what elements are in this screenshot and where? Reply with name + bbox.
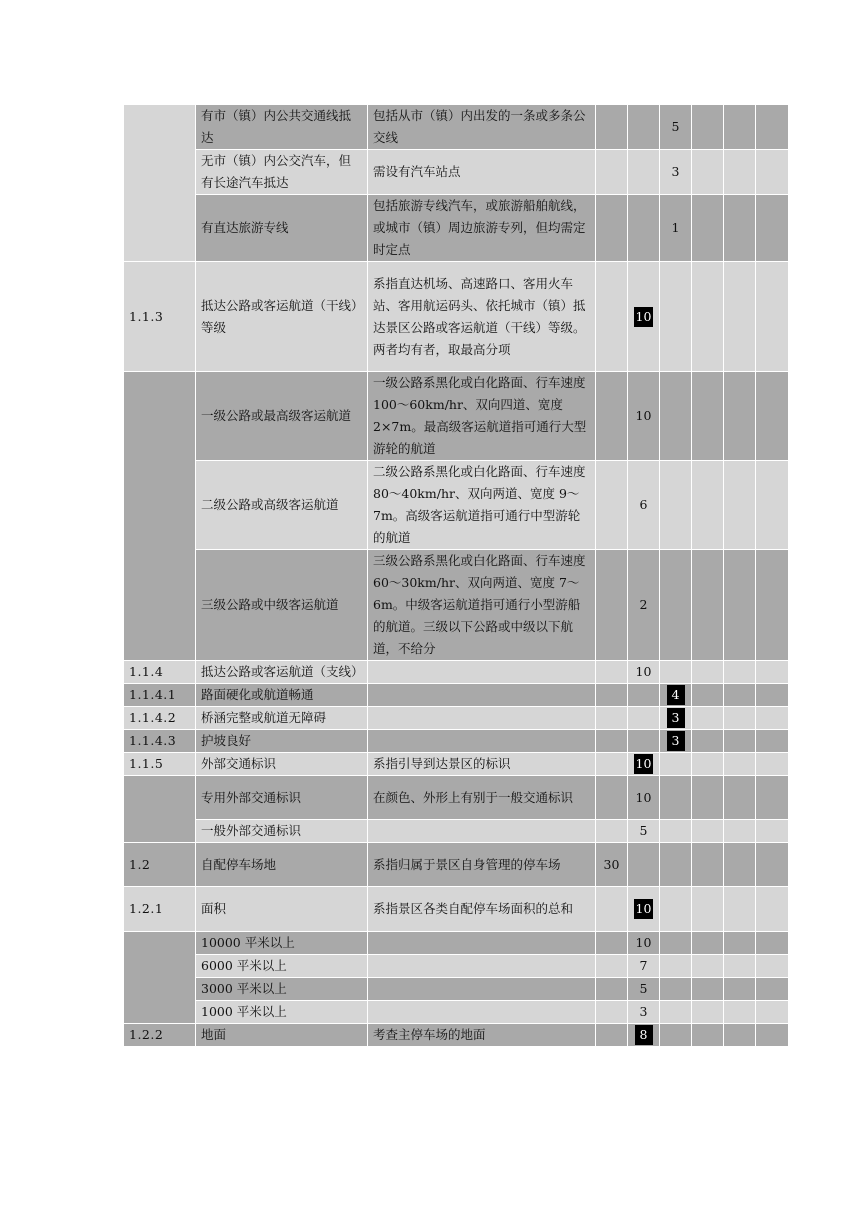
score-highlight: 10 [634,754,654,774]
empty-cell [724,372,756,461]
item-description: 考查主停车场的地面 [368,1024,596,1047]
empty-cell [724,684,756,707]
table-row [124,550,789,661]
item-name: 有直达旅游专线 [196,195,368,262]
row-id: 1.1.4.1 [124,684,196,707]
table-row [124,843,789,887]
item-description: 包括旅游专线汽车，或旅游船舶航线，或城市（镇）周边旅游专列，但均需定时定点 [368,195,596,262]
table-row [124,150,789,195]
sub-score [660,372,692,461]
sub-score [660,978,692,1001]
sub-score: 3 [660,150,692,195]
sub-score [660,550,692,661]
item-score [628,753,660,776]
empty-cell [756,372,789,461]
table-row [124,776,789,820]
row-id: 1.1.4.3 [124,730,196,753]
empty-cell [756,820,789,843]
table-row [124,820,789,843]
empty-cell [692,978,724,1001]
row-id: 1.1.4.2 [124,707,196,730]
empty-cell [756,105,789,150]
total-score [596,195,628,262]
item-score: 10 [628,661,660,684]
item-name: 桥涵完整或航道无障碍 [196,707,368,730]
item-name: 地面 [196,1024,368,1047]
item-description [368,661,596,684]
table-row [124,753,789,776]
item-description: 系指直达机场、高速路口、客用火车站、客用航运码头、依托城市（镇）抵达景区公路或客运航道（干线）等级。 两者均有者，取最高分项 [368,262,596,372]
total-score [596,105,628,150]
sub-score [660,887,692,932]
item-name: 护坡良好 [196,730,368,753]
empty-cell [692,195,724,262]
sub-score [660,820,692,843]
empty-cell [756,150,789,195]
item-description [368,1001,596,1024]
total-score [596,776,628,820]
item-name: 有市（镇）内公共交通线抵达 [196,105,368,150]
empty-cell [724,730,756,753]
item-name: 6000 平米以上 [196,955,368,978]
row-id [124,932,196,1024]
item-score: 2 [628,550,660,661]
item-description [368,707,596,730]
table-row [124,461,789,550]
item-name: 外部交通标识 [196,753,368,776]
total-score [596,461,628,550]
item-score: 5 [628,978,660,1001]
empty-cell [692,730,724,753]
empty-cell [756,887,789,932]
score-table [123,104,789,1047]
item-score: 10 [628,372,660,461]
total-score [596,887,628,932]
sub-score [660,1024,692,1047]
item-score [628,1024,660,1047]
empty-cell [724,195,756,262]
item-name: 抵达公路或客运航道（干线）等级 [196,262,368,372]
item-name: 二级公路或高级客运航道 [196,461,368,550]
item-name: 一级公路或最高级客运航道 [196,372,368,461]
score-highlight: 4 [667,685,685,705]
item-name: 1000 平米以上 [196,1001,368,1024]
sub-score [660,843,692,887]
empty-cell [724,932,756,955]
sub-score [660,955,692,978]
table-row [124,955,789,978]
empty-cell [756,262,789,372]
item-name: 一般外部交通标识 [196,820,368,843]
empty-cell [756,661,789,684]
item-description [368,820,596,843]
item-score: 5 [628,820,660,843]
score-highlight: 10 [634,307,654,327]
item-score [628,105,660,150]
row-id: 1.2.2 [124,1024,196,1047]
total-score [596,661,628,684]
empty-cell [692,932,724,955]
empty-cell [692,843,724,887]
sub-score [660,262,692,372]
item-description: 一级公路系黑化或白化路面、行车速度 100～60km/hr、双向四道、宽度 2×7m。最高级客运航道指可通行大型游轮的航道 [368,372,596,461]
empty-cell [692,372,724,461]
item-score: 3 [628,1001,660,1024]
sub-score [660,684,692,707]
item-score [628,195,660,262]
empty-cell [756,707,789,730]
sub-score [660,707,692,730]
empty-cell [692,776,724,820]
total-score [596,150,628,195]
empty-cell [724,1001,756,1024]
table-row [124,372,789,461]
item-description: 三级公路系黑化或白化路面、行车速度 60～30km/hr、双向两道、宽度 7～6m。中级客运航道指可通行小型游船的航道。三级以下公路或中级以下航道，不给分 [368,550,596,661]
empty-cell [724,262,756,372]
item-name: 10000 平米以上 [196,932,368,955]
item-description: 在颜色、外形上有别于一般交通标识 [368,776,596,820]
table-row [124,707,789,730]
empty-cell [692,753,724,776]
item-name: 3000 平米以上 [196,978,368,1001]
sub-score [660,661,692,684]
item-description [368,932,596,955]
table-row [124,1024,789,1047]
table-row [124,105,789,150]
item-description [368,730,596,753]
empty-cell [724,150,756,195]
item-score [628,684,660,707]
item-description: 二级公路系黑化或白化路面、行车速度 80～40km/hr、双向两道、宽度 9～7m。高级客运航道指可通行中型游轮的航道 [368,461,596,550]
item-name: 自配停车场地 [196,843,368,887]
score-highlight: 3 [667,731,685,751]
sub-score [660,932,692,955]
sub-score [660,730,692,753]
table-row [124,887,789,932]
item-name: 路面硬化或航道畅通 [196,684,368,707]
total-score [596,707,628,730]
item-score [628,262,660,372]
table-row [124,195,789,262]
table-row [124,932,789,955]
total-score [596,262,628,372]
score-highlight: 8 [635,1025,653,1045]
total-score [596,1024,628,1047]
empty-cell [724,707,756,730]
row-id: 1.1.5 [124,753,196,776]
item-description [368,955,596,978]
row-id: 1.2.1 [124,887,196,932]
table-row [124,1001,789,1024]
total-score [596,753,628,776]
empty-cell [692,1001,724,1024]
item-name: 专用外部交通标识 [196,776,368,820]
total-score [596,372,628,461]
empty-cell [692,820,724,843]
total-score [596,955,628,978]
empty-cell [692,150,724,195]
item-description [368,978,596,1001]
empty-cell [756,843,789,887]
sub-score [660,461,692,550]
empty-cell [724,776,756,820]
item-description [368,684,596,707]
empty-cell [692,461,724,550]
empty-cell [756,1024,789,1047]
total-score [596,932,628,955]
item-description: 需设有汽车站点 [368,150,596,195]
sub-score [660,1001,692,1024]
empty-cell [692,105,724,150]
total-score [596,684,628,707]
row-id [124,105,196,262]
empty-cell [692,684,724,707]
item-score [628,843,660,887]
row-id: 1.1.4 [124,661,196,684]
table-row [124,978,789,1001]
row-id [124,776,196,843]
item-name: 无市（镇）内公交汽车，但有长途汽车抵达 [196,150,368,195]
sub-score [660,776,692,820]
empty-cell [692,955,724,978]
item-description: 系指归属于景区自身管理的停车场 [368,843,596,887]
sub-score [660,753,692,776]
table-row [124,661,789,684]
empty-cell [724,978,756,1001]
row-id: 1.1.3 [124,262,196,372]
table-row [124,684,789,707]
empty-cell [756,776,789,820]
empty-cell [756,195,789,262]
item-description: 包括从市（镇）内出发的一条或多条公交线 [368,105,596,150]
item-score: 10 [628,776,660,820]
empty-cell [756,932,789,955]
empty-cell [724,1024,756,1047]
item-name: 抵达公路或客运航道（支线） [196,661,368,684]
item-score: 6 [628,461,660,550]
item-description: 系指引导到达景区的标识 [368,753,596,776]
empty-cell [756,753,789,776]
empty-cell [724,550,756,661]
empty-cell [692,887,724,932]
empty-cell [692,661,724,684]
empty-cell [724,843,756,887]
empty-cell [692,707,724,730]
item-score [628,730,660,753]
empty-cell [756,730,789,753]
total-score: 30 [596,843,628,887]
empty-cell [756,955,789,978]
item-score [628,887,660,932]
item-score: 10 [628,932,660,955]
row-id: 1.2 [124,843,196,887]
table-row [124,730,789,753]
empty-cell [724,461,756,550]
item-name: 三级公路或中级客运航道 [196,550,368,661]
table-row [124,262,789,372]
empty-cell [756,461,789,550]
total-score [596,1001,628,1024]
item-description: 系指景区各类自配停车场面积的总和 [368,887,596,932]
empty-cell [756,1001,789,1024]
item-score [628,707,660,730]
empty-cell [724,661,756,684]
empty-cell [756,978,789,1001]
row-id [124,372,196,661]
item-score [628,150,660,195]
score-highlight: 10 [634,899,654,919]
empty-cell [724,887,756,932]
empty-cell [756,684,789,707]
empty-cell [756,550,789,661]
sub-score: 5 [660,105,692,150]
empty-cell [692,1024,724,1047]
empty-cell [724,955,756,978]
score-highlight: 3 [667,708,685,728]
total-score [596,978,628,1001]
empty-cell [724,820,756,843]
empty-cell [724,105,756,150]
total-score [596,550,628,661]
empty-cell [692,550,724,661]
item-name: 面积 [196,887,368,932]
sub-score: 1 [660,195,692,262]
total-score [596,730,628,753]
total-score [596,820,628,843]
empty-cell [724,753,756,776]
empty-cell [692,262,724,372]
item-score: 7 [628,955,660,978]
